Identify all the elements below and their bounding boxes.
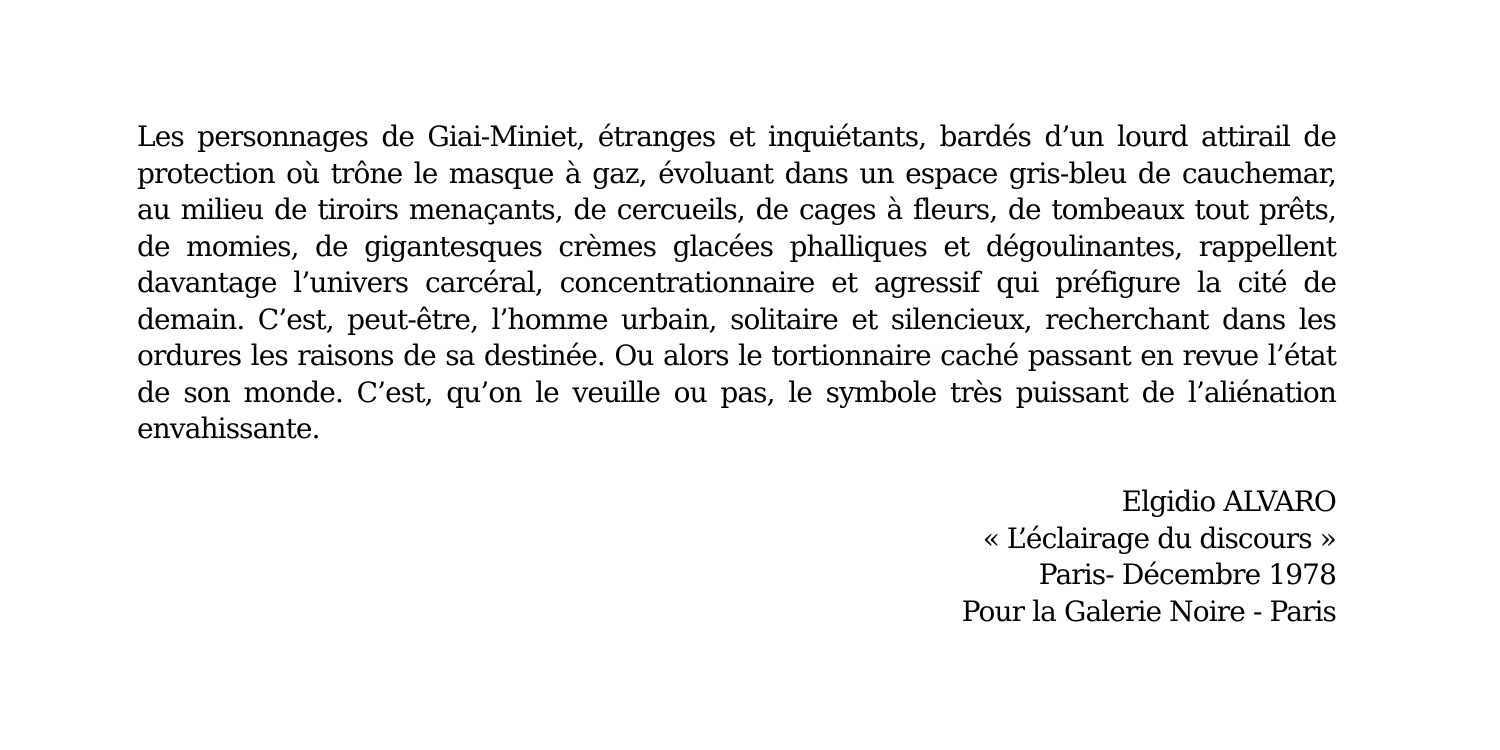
work-title: « L’éclairage du discours » xyxy=(982,521,1336,555)
place-date: Paris- Décembre 1978 xyxy=(1038,558,1336,591)
body-paragraph: Les personnages de Giai-Miniet, étranges et inquiétants, bardés d’un lourd attirail de protection où trône le masque à gaz, évoluant dans un espace gris-bleu de cauchemar, au milieu de tiroirs menaçants, de cercueils, de cages à fleurs, de tombeaux tout prêts, de momies, de gigantesques crèmes glacées phalliques et dégoulinantes, rappellent davantage l’univers carcéral, concentrationnaire et agressif qui préfigure la cité de demain. C’est, peut-être, l’homme urbain, solitaire et silencieux, recherchant dans les ordures les raisons de sa destinée. Ou alors le tortionnaire caché passant en revue l’état de son monde. C’est, qu’on le veuille ou pas, le symbole très puissant de l’aliénation envahissante. xyxy=(137,120,1336,445)
signature-block xyxy=(736,484,1336,630)
venue: Pour la Galerie Noire - Paris xyxy=(961,594,1336,628)
author-name: Elgidio ALVARO xyxy=(1121,485,1336,518)
